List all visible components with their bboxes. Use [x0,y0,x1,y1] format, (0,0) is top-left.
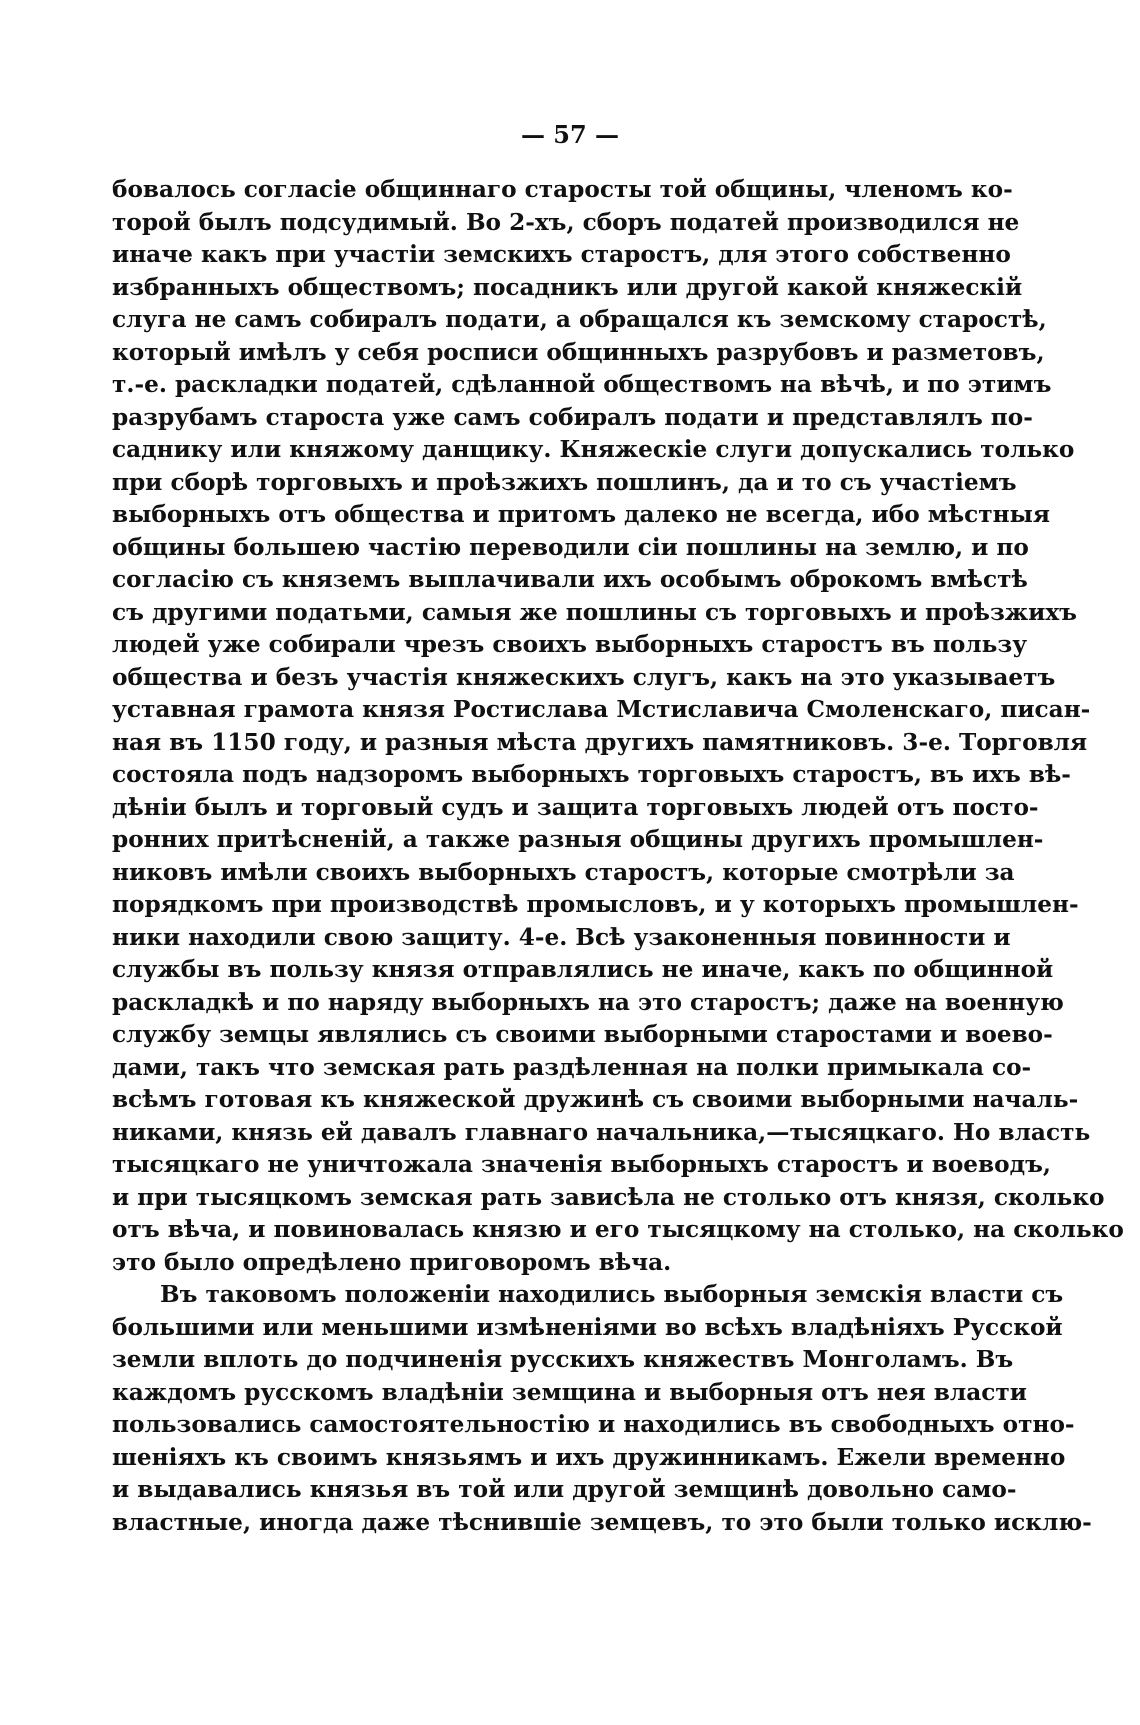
text-line: избранныхъ обществомъ; посадникъ или другой какой княжескій [112,273,1023,301]
paragraph-start-line: Въ таковомъ положеніи находились выборныя земскія власти съ [160,1281,1064,1308]
text-line: раскладкѣ и по наряду выборныхъ на это старостъ; даже на военную [112,988,1064,1016]
text-line: ная въ 1150 году, и разныя мѣста другихъ памятниковъ. 3-е. Торговля [112,728,1088,756]
text-line: дѣніи былъ и торговый судъ и защита торговыхъ людей отъ посто- [112,793,1039,821]
paragraph-end-line: это было опредѣлено приговоромъ вѣча. [112,1248,672,1276]
text-line: общества и безъ участія княжескихъ слугъ, какъ на это указываетъ [112,663,1056,691]
text-line: каждомъ русскомъ владѣніи земщина и выборныя отъ нея власти [112,1378,1027,1406]
text-line: никовъ имѣли своихъ выборныхъ старостъ, которые смотрѣли за [112,858,1015,886]
text-line: бовалось согласіе общиннаго старосты той общины, членомъ ко- [112,176,1013,203]
text-line: службы въ пользу князя отправлялись не иначе, какъ по общинной [112,956,1054,983]
text-line: съ другими податьми, самыя же пошлины съ торговыхъ и проѣзжихъ [112,598,1077,626]
text-line: отъ вѣча, и повиновалась князю и его тысяцкому на столько, на сколько [112,1216,1124,1243]
text-line: который имѣлъ у себя росписи общинныхъ разрубовъ и разметовъ, [112,338,1045,366]
text-line: и выдавались князья въ той или другой земщинѣ довольно само- [112,1476,1017,1503]
text-line: и при тысяцкомъ земская рать зависѣла не столько отъ князя, сколько [112,1183,1105,1211]
text-line: властные, иногда даже тѣснившіе земцевъ, то это были только исклю- [112,1508,1092,1536]
text-line: иначе какъ при участіи земскихъ старостъ, для этого собственно [112,241,1011,268]
text-line: уставная грамота князя Ростислава Мстиславича Смоленскаго, писан- [112,696,1091,723]
text-line: дами, такъ что земская рать раздѣленная на полки примыкала со- [112,1053,1032,1081]
text-line: состояла подъ надзоромъ выборныхъ торговыхъ старостъ, въ ихъ вѣ- [112,761,1071,788]
text-line: разрубамъ староста уже самъ собиралъ подати и представлялъ по- [112,403,1033,431]
text-line: никами, князь ей давалъ главнаго начальника,—тысяцкаго. Но власть [112,1118,1091,1146]
text-line: общины большею частію переводили сіи пошлины на землю, и по [112,533,1029,561]
text-line: пользовались самостоятельностію и находились въ свободныхъ отно- [112,1411,1075,1438]
page-number: — 57 — [520,120,620,149]
text-line: всѣмъ готовая къ княжеской дружинѣ съ своими выборными началь- [112,1086,1079,1113]
text-line: выборныхъ отъ общества и притомъ далеко не всегда, ибо мѣстныя [112,501,1051,528]
text-line: большими или меньшими измѣненіями во всѣхъ владѣніяхъ Русской [112,1313,1063,1341]
text-line: ронних притѣсненій, а также разныя общины другихъ промышлен- [112,826,1044,853]
text-line: службу земцы являлись съ своими выборными старостами и воево- [112,1021,1053,1048]
text-line: саднику или княжому данщику. Княжескіе слуги допускались только [112,436,1075,463]
text-line: т.-е. раскладки податей, сдѣланной обществомъ на вѣчѣ, и по этимъ [112,371,1052,398]
text-line: людей уже собирали чрезъ своихъ выборныхъ старостъ въ пользу [112,631,1028,658]
text-line: при сборѣ торговыхъ и проѣзжихъ пошлинъ, да и то съ участіемъ [112,468,1017,496]
text-line: земли вплоть до подчиненія русскихъ княжествъ Монголамъ. Въ [112,1346,1014,1373]
text-line: согласію съ княземъ выплачивали ихъ особымъ оброкомъ вмѣстѣ [112,566,1028,593]
text-line: тысяцкаго не уничтожала значенія выборныхъ старостъ и воеводъ, [112,1151,1051,1178]
text-line: слуга не самъ собиралъ подати, а обращался къ земскому старостѣ, [112,306,1047,333]
text-line: шеніяхъ къ своимъ князьямъ и ихъ дружинникамъ. Ежели временно [112,1443,1066,1471]
body-text [112,174,1124,1539]
text-line: торой былъ подсудимый. Во 2-хъ, сборъ податей производился не [112,208,1020,236]
text-line: ники находили свою защиту. 4-е. Всѣ узаконенныя повинности и [112,923,1011,951]
text-line: порядкомъ при производствѣ промысловъ, и у которыхъ промышлен- [112,891,1079,918]
